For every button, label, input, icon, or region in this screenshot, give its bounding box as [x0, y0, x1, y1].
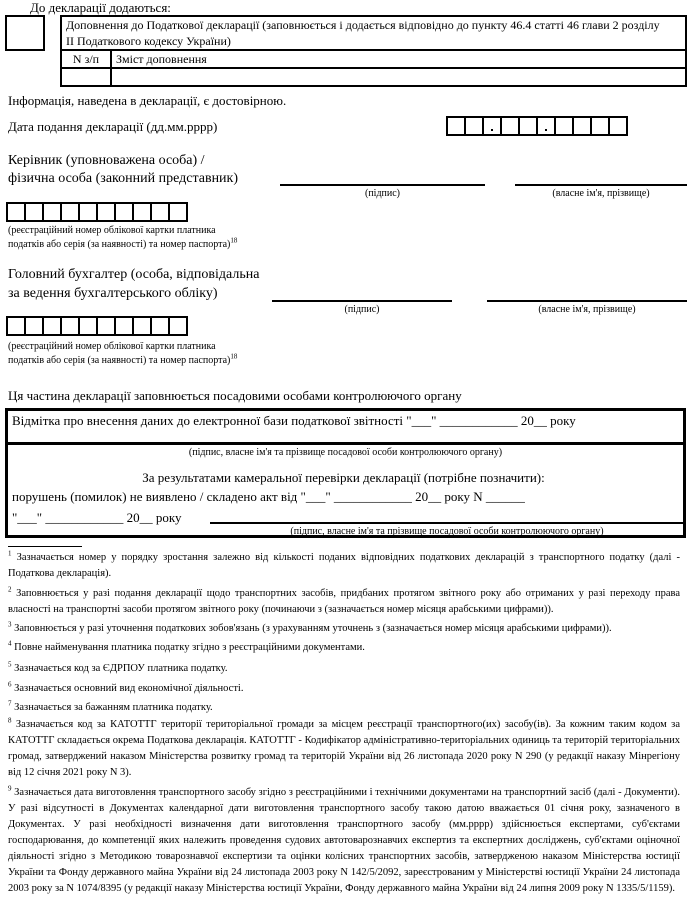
- id-cell[interactable]: [150, 202, 170, 222]
- accountant-name-caption: (власне ім'я, прізвище): [538, 304, 636, 315]
- director-signature-line[interactable]: [280, 184, 485, 186]
- attachments-heading: До декларації додаються:: [30, 0, 171, 15]
- footnote-1: $^1$ Зазначається номер у порядку зростання залежно від кількості поданих відповідних податкових декларацій з транспортного податку (далі - Податкова декларація).: [8, 549, 681, 579]
- check-date-text: "___" ____________ 20__ року: [12, 510, 182, 525]
- director-label-line2: фізична особа (законний представник): [8, 171, 239, 186]
- accountant-signature-caption: (підпис): [344, 304, 380, 315]
- id-cell[interactable]: [6, 202, 26, 222]
- date-cell[interactable]: [608, 116, 628, 136]
- date-cell[interactable]: [500, 116, 520, 136]
- id-cell[interactable]: [114, 316, 134, 336]
- entry-caption: (підпис, власне ім'я та прізвище посадової особи контролюючого органу): [188, 447, 503, 458]
- accountant-id-caption-line1: (реєстраційний номер облікової картки платника: [8, 341, 216, 352]
- accuracy-statement: Інформація, наведена в декларації, є достовірною.: [8, 93, 287, 108]
- id-cell[interactable]: [78, 202, 98, 222]
- id-cell[interactable]: [150, 316, 170, 336]
- id-cell[interactable]: [78, 316, 98, 336]
- director-id-cells[interactable]: [6, 202, 188, 222]
- director-id-caption-line1: (реєстраційний номер облікової картки платника: [8, 225, 216, 236]
- date-cell[interactable]: [590, 116, 610, 136]
- accountant-name-line[interactable]: [487, 300, 687, 302]
- id-cell[interactable]: [42, 316, 62, 336]
- footnote-ref: 18: [230, 352, 238, 361]
- accountant-id-cells[interactable]: [6, 316, 188, 336]
- id-cell[interactable]: [96, 202, 116, 222]
- date-input-cells[interactable]: [446, 116, 628, 136]
- footnote-9: $^9$ Зазначається дата виготовлення транспортного засобу згідно з реєстраційними і технічними документами на транспортний засіб (далі - Документи). У разі відсутності в Документах календарної дати виготовлення транспортного засобу такою датою вважається 01 січня року, зазначеного в Документах. У разі необхідності визначення дати виготовлення транспортного засобу (мм.рррр) здійснюється експертами, суб'єктами господарювання, до компетенції яких належить проведення судових автотоварознавчих експертиз та експертних досліджень, суб'єктами оціночної діяльності згідно з Методикою товарознавчої експертизи та оцінки колісних транспортних засобів, затвердженою наказом Міністерства юстиції України та Фонду державного майна України від 24 листопада 2003 року N 142/5/2092, зареєстрованим у Міністерстві юстиції України 24 листопада 2003 року за N 1074/8395 (у редакції наказу Міністерства юстиції України, Фонду державного майна України від 24 липня 2009 року N 1335/5/1159).: [8, 784, 680, 894]
- date-cell[interactable]: [518, 116, 538, 136]
- accountant-label-line1: Головний бухгалтер (особа, відповідальна: [8, 267, 260, 282]
- row-content-cell[interactable]: [111, 68, 686, 86]
- footnote-6: $^6$ Зазначається основний вид економічної діяльності.: [8, 680, 244, 694]
- check-title: За результатами камеральної перевірки декларації (потрібне позначити):: [142, 470, 545, 485]
- id-cell[interactable]: [132, 202, 152, 222]
- table-row: [61, 68, 686, 86]
- date-separator-cell: [536, 116, 556, 136]
- id-cell[interactable]: [6, 316, 26, 336]
- director-id-caption-line2: податків або серія (за наявності) та номер паспорта)$^{18}$: [8, 236, 238, 250]
- control-section-title: Ця частина декларації заповнюється посадовими особами контролюючого органу: [8, 388, 462, 403]
- accountant-signature-line[interactable]: [272, 300, 452, 302]
- entry-signature-line[interactable]: [5, 442, 686, 445]
- director-signature-caption: (підпис): [364, 188, 401, 199]
- footnote-4: $^4$ Повне найменування платника податку згідно з реєстраційними документами.: [8, 639, 365, 653]
- check-signature-line[interactable]: [210, 522, 684, 524]
- accountant-id-caption-line2: податків або серія (за наявності) та номер паспорта)$^{18}$: [8, 352, 238, 366]
- footnote-2: $^2$ Заповнюється у разі подання декларації щодо транспортних засобів, придбаних протягом звітного року або отриманих у разі переходу права власності на транспортні засоби протягом звітного року (починаючи з (зазначається номер місяця арабськими цифрами)).: [8, 585, 680, 615]
- director-name-caption: (власне ім'я, прізвище): [552, 188, 650, 199]
- accountant-label-line2: за ведення бухгалтерського обліку): [8, 286, 218, 301]
- date-cell[interactable]: [464, 116, 484, 136]
- id-cell[interactable]: [60, 316, 80, 336]
- footnote-5: $^5$ Зазначається код за ЄДРПОУ платника податку.: [8, 660, 228, 674]
- footnote-7: $^7$ Зазначається за бажанням платника податку.: [8, 699, 213, 713]
- id-cell[interactable]: [168, 316, 188, 336]
- date-cell[interactable]: [446, 116, 466, 136]
- director-name-line[interactable]: [515, 184, 687, 186]
- attachments-table: [60, 15, 687, 87]
- entry-mark-text: Відмітка про внесення даних до електронної бази податкової звітності "___" ____________ 20__ року: [12, 413, 576, 428]
- date-separator-cell: [482, 116, 502, 136]
- attachment-description: Доповнення до Податкової декларації (заповнюється і додається відповідно до пункту 46.4 статті 46 глави 2 розділу II Податкового кодексу України): [61, 16, 686, 50]
- footnote-divider: [8, 546, 82, 547]
- date-label: Дата подання декларації (дд.мм.рррр): [8, 119, 218, 134]
- id-cell[interactable]: [24, 316, 44, 336]
- row-number-cell[interactable]: [61, 68, 111, 86]
- col-header-number: N з/п: [61, 50, 111, 68]
- id-cell[interactable]: [168, 202, 188, 222]
- id-cell[interactable]: [42, 202, 62, 222]
- check-result-text: порушень (помилок) не виявлено / складено акт від "___" ____________ 20__ року N ______: [12, 489, 525, 504]
- footnote-ref: 18: [230, 236, 238, 245]
- director-label-line1: Керівник (уповноважена особа) /: [8, 153, 205, 168]
- check-caption: (підпис, власне ім'я та прізвище посадової особи контролюючого органу): [290, 526, 604, 537]
- id-cell[interactable]: [96, 316, 116, 336]
- id-cell[interactable]: [24, 202, 44, 222]
- col-header-content: Зміст доповнення: [111, 50, 686, 68]
- id-cell[interactable]: [114, 202, 134, 222]
- footnote-3: $^3$ Заповнюється у разі уточнення податкових зобов'язань (з урахуванням уточнень з (зазначається номер місяця арабськими цифрами)).: [8, 620, 612, 634]
- id-cell[interactable]: [132, 316, 152, 336]
- id-cell[interactable]: [60, 202, 80, 222]
- date-cell[interactable]: [572, 116, 592, 136]
- attachment-checkbox[interactable]: [5, 15, 45, 51]
- date-cell[interactable]: [554, 116, 574, 136]
- footnote-8: $^8$ Зазначається код за КАТОТТГ території територіальної громади за місцем реєстрації транспортного(их) засобу(ів). За кожним таким кодом за КАТОТТГ складається окрема Податкова декларація. КАТОТТГ - Кодифікатор адміністративно-територіальних одиниць та територій територіальних громад, затверджений наказом Міністерства розвитку громад та територій України від 26 листопада 2020 року N 290 (у редакції наказу Мінрегіону від 12 січня 2021 року N 3).: [8, 716, 680, 778]
